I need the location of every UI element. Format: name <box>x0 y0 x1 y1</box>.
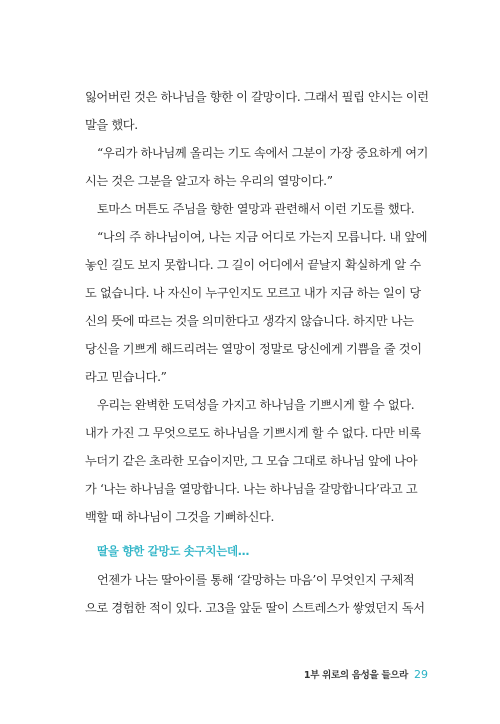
text-line: 우리는 완벽한 도덕성을 가지고 하나님을 기쁘시게 할 수 없다. <box>97 398 415 412</box>
text-line: 잃어버린 것은 하나님을 향한 이 갈망이다. 그래서 필립 얀시는 이런 <box>85 90 429 104</box>
body-text <box>85 83 431 531</box>
text-line: 도 없습니다. 나 자신이 누구인지도 모르고 내가 지금 하는 일이 당 <box>85 286 421 300</box>
text-line: “우리가 하나님께 올리는 기도 속에서 그분이 가장 중요하게 여기 <box>97 146 429 160</box>
running-footer-title: 1부 위로의 음성을 들으라 <box>303 670 408 681</box>
text-line: 토마스 머튼도 주님을 향한 열망과 관련해서 이런 기도를 했다. <box>97 202 415 216</box>
text-line: 으로 경험한 적이 있다. 고3을 앞둔 딸이 스트레스가 쌓였던지 독서 <box>85 601 425 615</box>
text-line: 놓인 길도 보지 못합니다. 그 길이 어디에서 끝날지 확실하게 알 수 <box>85 258 421 272</box>
text-line: 말을 했다. <box>85 118 138 132</box>
section-body-text <box>85 566 431 622</box>
text-line: 내가 가진 그 무엇으로도 하나님을 기쁘시게 할 수 없다. 다만 비록 <box>85 426 421 440</box>
text-line: “나의 주 하나님이여, 나는 지금 어디로 가는지 모릅니다. 내 앞에 <box>97 230 428 244</box>
text-line: 당신을 기쁘게 해드리려는 열망이 정말로 당신에게 기쁨을 줄 것이 <box>85 342 422 356</box>
page-number: 29 <box>414 668 428 681</box>
text-line: 누더기 같은 초라한 모습이지만, 그 모습 그대로 하나님 앞에 나아 <box>85 454 418 468</box>
text-line: 라고 믿습니다.” <box>85 370 167 384</box>
page-footer <box>304 663 428 683</box>
text-line: 시는 것은 그분을 알고자 하는 우리의 열망이다.” <box>85 174 333 188</box>
section-heading: 딸을 향한 갈망도 솟구치는데… <box>97 544 250 558</box>
text-line: 백할 때 하나님이 그것을 기뻐하신다. <box>85 510 274 524</box>
text-line: 언젠가 나는 딸아이를 통해 ‘갈망하는 마음’이 무엇인지 구체적 <box>97 573 415 587</box>
text-line: 신의 뜻에 따르는 것을 의미한다고 생각지 않습니다. 하지만 나는 <box>85 314 414 328</box>
text-line: 가 ‘나는 하나님을 열망합니다. 나는 하나님을 갈망합니다’라고 고 <box>85 482 418 496</box>
